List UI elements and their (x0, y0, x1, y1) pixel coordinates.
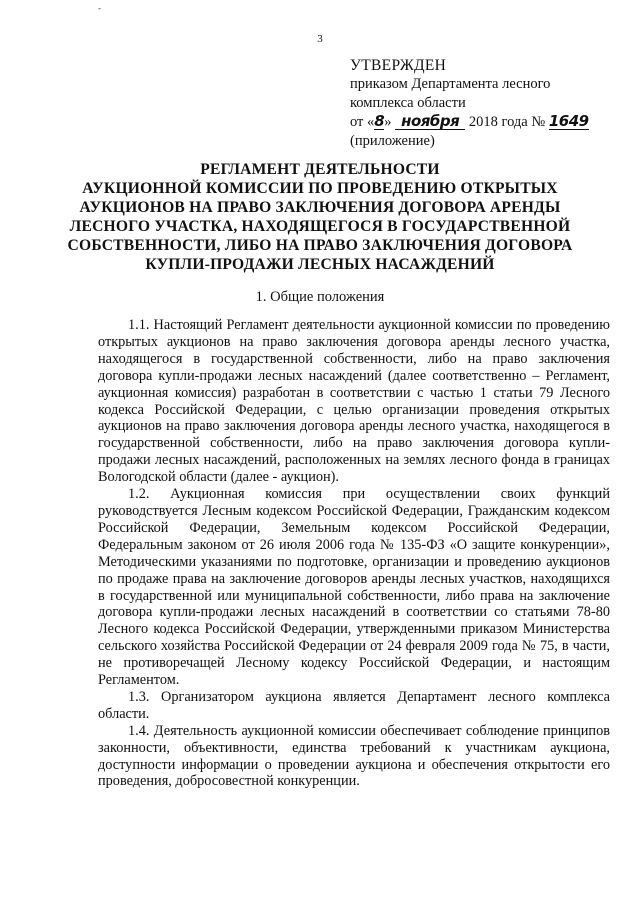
approval-block (350, 56, 630, 151)
title-line: КУПЛИ-ПРОДАЖИ ЛЕСНЫХ НАСАЖДЕНИЙ (145, 256, 495, 273)
handwritten-number: 1649 (548, 112, 589, 130)
section-heading: 1. Общие положения (255, 289, 385, 305)
handwritten-month: ноября (395, 113, 465, 130)
title-line: СОБСТВЕННОСТИ, ЛИБО НА ПРАВО ЗАКЛЮЧЕНИЯ ДОГОВОРА (67, 237, 573, 254)
document-title (40, 160, 600, 274)
approval-date-line (350, 113, 630, 132)
title-line: АУКЦИОННОЙ КОМИССИИ ПО ПРОВЕДЕНИЮ ОТКРЫТЫХ (82, 180, 558, 197)
paragraph-1-2: 1.2. Аукционная комиссия при осуществлении своих функций руководствуется Лесным кодексом Российской Федерации, Гражданским кодексом Российской Федерации, Земельным кодексом Российской Федерации, Федеральным законом от 26 июля 2006 года № 135-ФЗ «О защите конкуренции», Методическими указаниями по подготовке, организации и проведению аукционов по продаже права на заключение договоров аренды лесных участков, находящихся в государственной или муниципальной собственности, либо права на заключение договора купли-продажи лесных насаждений в соответствии со статьями 78-80 Лесного кодекса Российской Федерации, утвержденными приказом Министерства сельского хозяйства Российской Федерации от 24 февраля 2009 года № 75, в части, не противоречащей Лесному кодексу Российской Федерации, и настоящим Регламентом. (98, 486, 610, 689)
approval-stamp: УТВЕРЖДЕН (350, 57, 447, 74)
paragraph-1-4: 1.4. Деятельность аукционной комиссии обеспечивает соблюдение принципов законности, объективности, единства требований к участникам аукциона, доступности информации о проведении аукциона и обеспечения открытости его проведения, добросовестной конкуренции. (98, 722, 610, 790)
corner-mark: - (98, 3, 101, 13)
title-line: РЕГЛАМЕНТ ДЕЯТЕЛЬНОСТИ (200, 161, 440, 178)
handwritten-day: 8 (374, 112, 385, 130)
date-mid: » (384, 114, 392, 130)
paragraph-1-1: 1.1. Настоящий Регламент деятельности аукционной комиссии по проведению открытых аукционов на право заключения договора аренды лесного участка, находящегося в государственной собственности, либо на право заключения договора купли-продажи лесных насаждений (далее соответственно – Регламент, аукционная комиссия) разработан в соответствии с частью 1 статьи 79 Лесного кодекса Российской Федерации, с целью организации проведения открытых аукционов на право заключения договора аренды лесного участка, находящегося в государственной собственности, либо на право заключения договора купли-продажи лесных насаждений, расположенных на землях лесного фонда в границах Вологодской области (далее - аукцион). (98, 317, 610, 486)
date-prefix: от « (350, 114, 375, 130)
approval-line-2: комплекса области (350, 95, 466, 111)
year-text: 2018 года № (468, 114, 546, 130)
approval-line-1: приказом Департамента лесного (350, 76, 551, 92)
page-number: 3 (317, 33, 323, 45)
paragraph-1-3: 1.3. Организатором аукциона является Департамент лесного комплекса области. (98, 688, 610, 722)
approval-appendix: (приложение) (350, 133, 435, 149)
document-body (98, 317, 610, 790)
title-line: АУКЦИОНОВ НА ПРАВО ЗАКЛЮЧЕНИЯ ДОГОВОРА АРЕНДЫ (79, 199, 561, 216)
title-line: ЛЕСНОГО УЧАСТКА, НАХОДЯЩЕГОСЯ В ГОСУДАРСТВЕННОЙ (69, 218, 571, 235)
